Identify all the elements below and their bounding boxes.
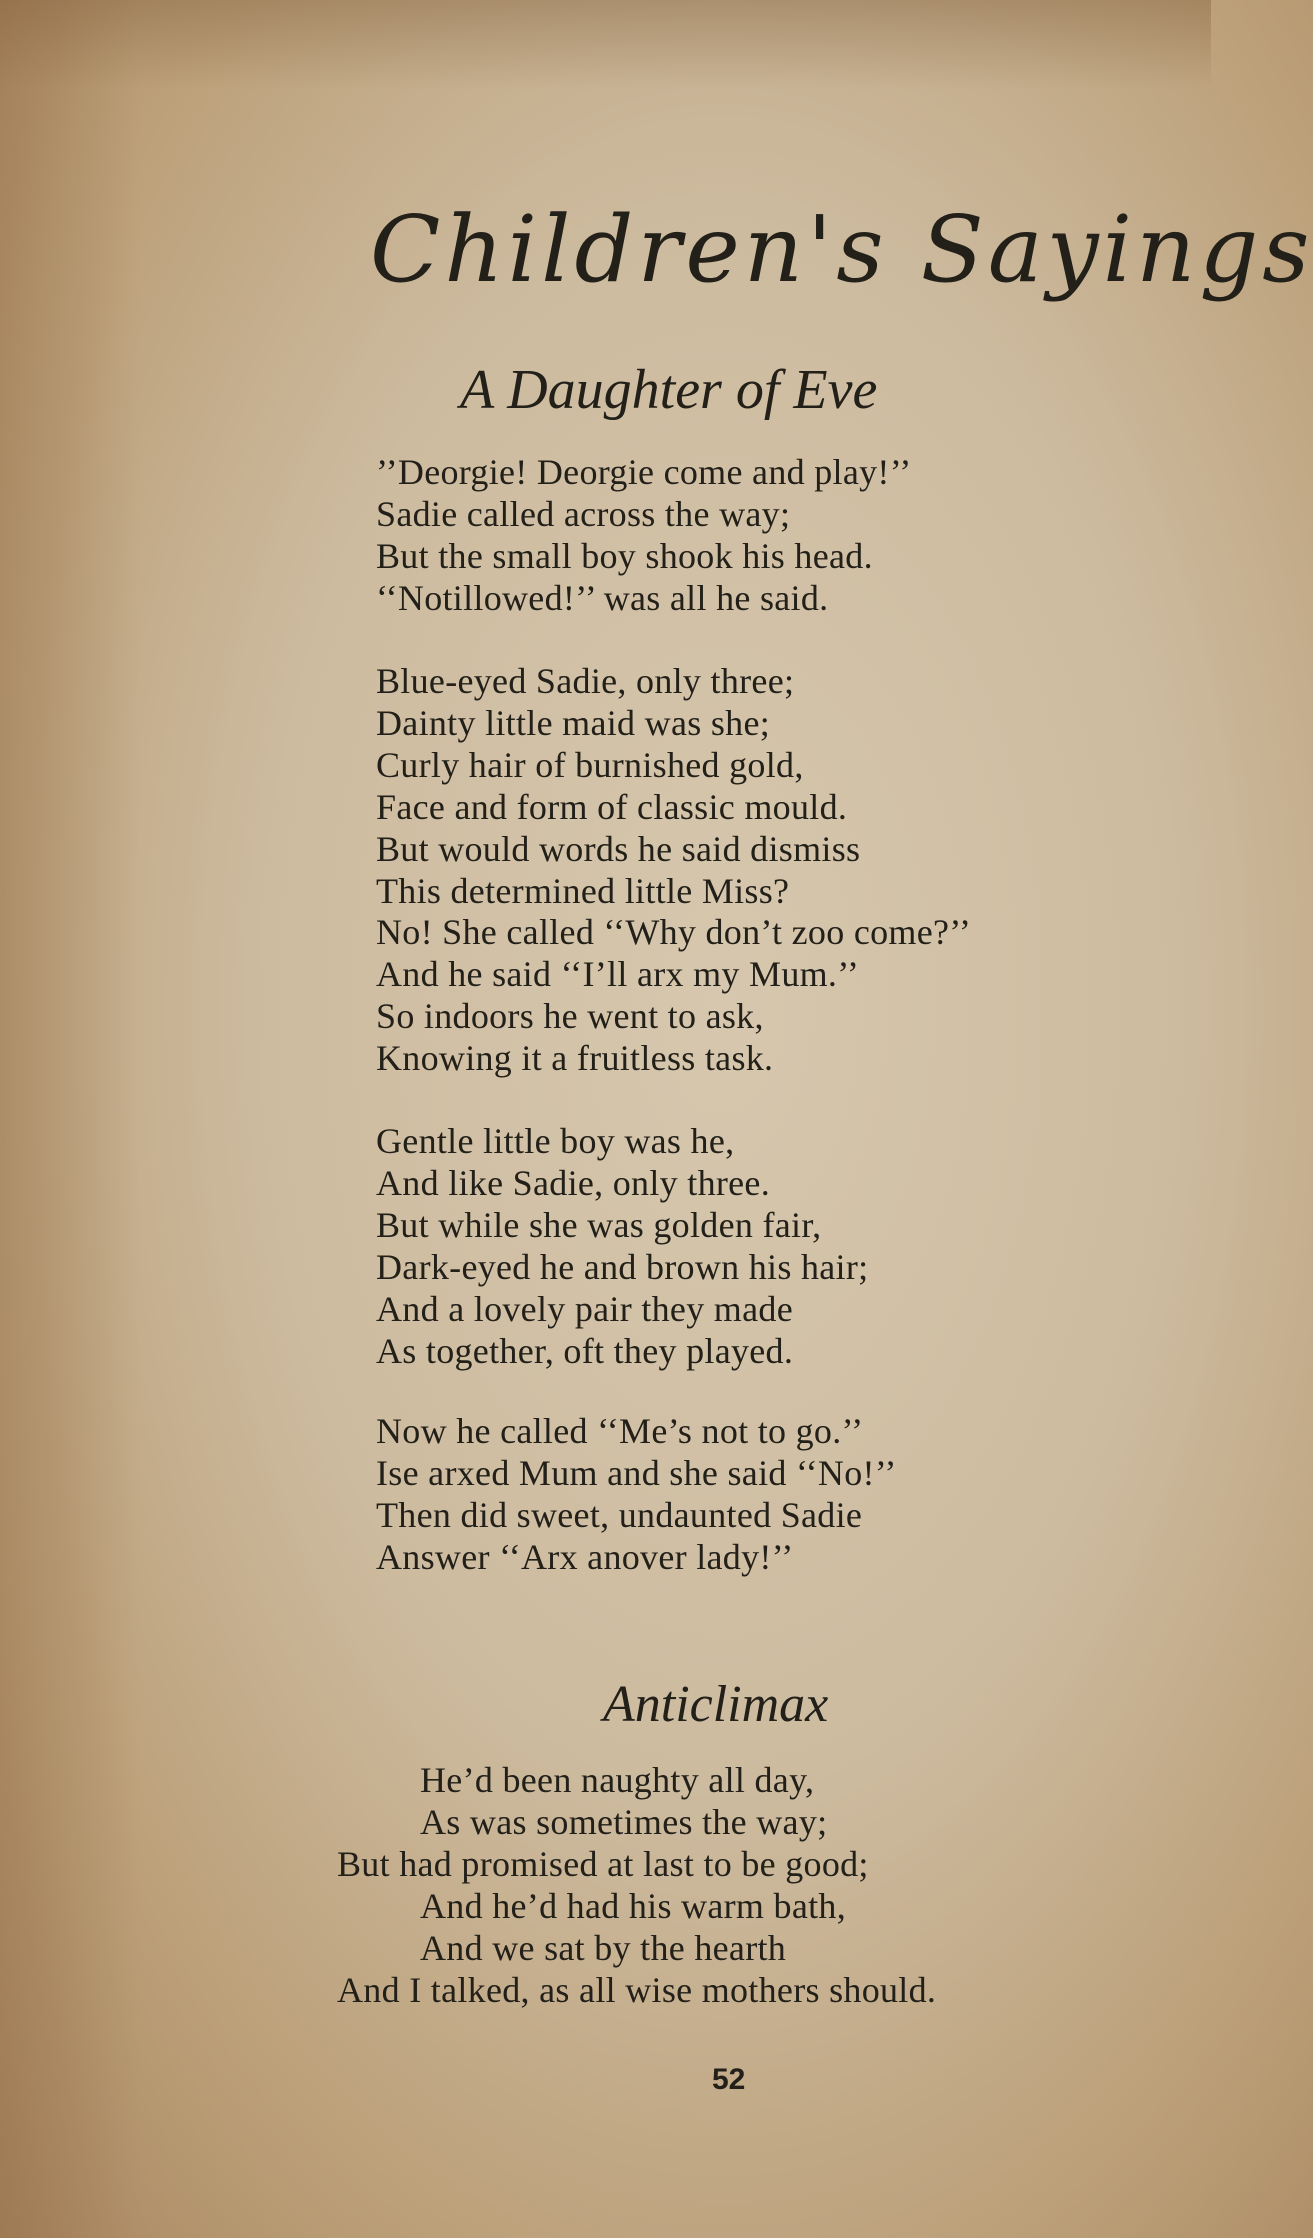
poem-line: And he said ‘‘I’ll arx my Mum.’’ [376,954,860,995]
poem-line: Dainty little maid was she; [376,702,771,743]
poem-title-anticlimax: Anticlimax [603,1676,829,1733]
poem-line: ’’Deorgie! Deorgie come and play!’’ [376,452,912,492]
poem-line: But the small boy shook his head. [376,535,873,576]
poem-line: Blue-eyed Sadie, only three; [376,661,795,701]
poem-line: Gentle little boy was he, [376,1121,735,1161]
stanza-3 [376,1121,868,1372]
stanza-4 [376,1411,897,1579]
poem-title-daughter-of-eve: A Daughter of Eve [460,359,878,421]
poem-line: Answer ‘‘Arx anover lady!’’ [376,1536,794,1577]
poem-line: And like Sadie, only three. [376,1162,771,1203]
poem-line: But would words he said dismiss [376,828,861,869]
poem-line: He’d been naughty all day, [420,1760,815,1800]
poem-line: And he’d had his warm bath, [420,1885,847,1926]
poem-line: This determined little Miss? [376,870,790,911]
poem-line: And I talked, as all wise mothers should. [337,1969,937,2010]
poem-line: Sadie called across the way; [376,493,791,534]
poem-line: Knowing it a fruitless task. [376,1038,774,1079]
stanza-2 [376,661,971,1080]
poem-line: Then did sweet, undaunted Sadie [376,1494,863,1535]
poem-line: And a lovely pair they made [376,1288,793,1329]
page-shading-left [0,0,140,2238]
stanza-1 [376,452,912,620]
poem-line: Curly hair of burnished gold, [376,744,804,785]
page-title: Children's Sayings [370,196,1313,303]
poem-line: No! She called ‘‘Why don’t zoo come?’’ [376,912,972,953]
page-number: 52 [712,2063,746,2096]
poem-line: As together, oft they played. [376,1330,794,1371]
poem-anticlimax [337,1760,936,2011]
poem-line: As was sometimes the way; [420,1801,828,1842]
poem-line: But while she was golden fair, [376,1204,822,1245]
poem-line: Ise arxed Mum and she said ‘‘No!’’ [376,1452,897,1493]
poem-line: But had promised at last to be good; [337,1843,869,1884]
poem-line: Now he called ‘‘Me’s not to go.’’ [376,1411,864,1451]
poem-line: Dark-eyed he and brown his hair; [376,1246,869,1287]
poem-line: Face and form of classic mould. [376,786,848,827]
poem-line: And we sat by the hearth [420,1927,787,1968]
poem-line: ‘‘Notillowed!’’ was all he said. [376,577,829,618]
page-shading-top [0,0,1211,90]
poem-line: So indoors he went to ask, [376,996,764,1037]
